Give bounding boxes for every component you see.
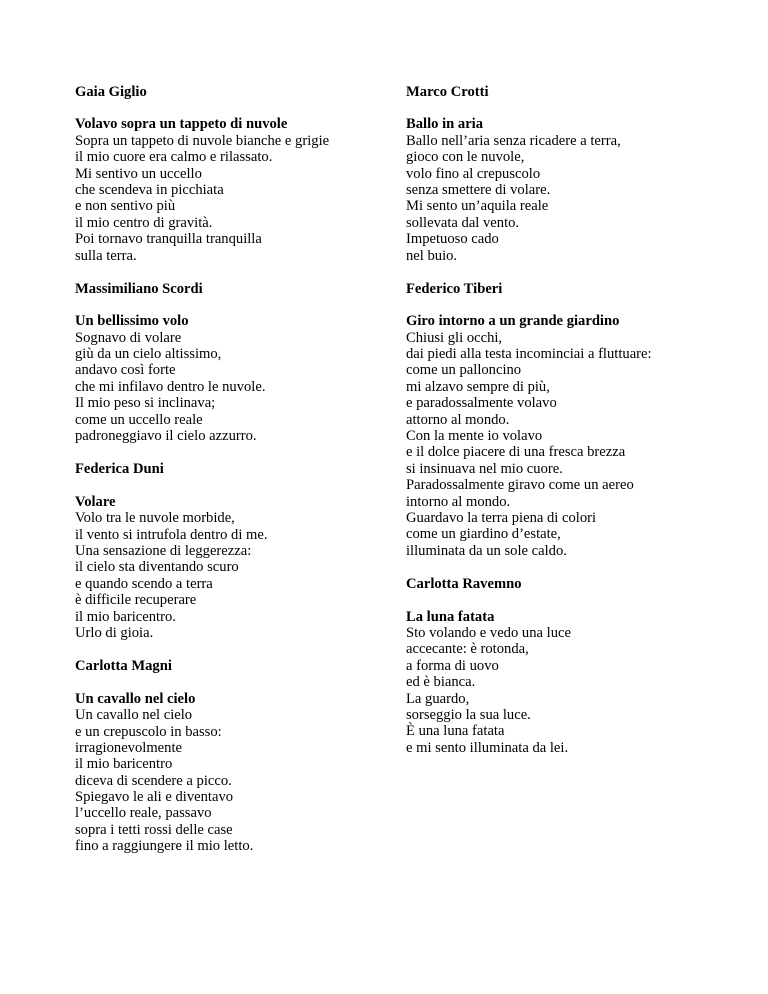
poem-line: È una luna fatata [406,723,505,740]
poem-block [75,281,375,445]
poem-line: il mio baricentro [75,756,173,773]
poem-line: Guardavo la terra piena di colori [406,509,597,526]
poem-line: andavo così forte [75,362,176,379]
poem-line: Una sensazione di leggerezza: [75,542,252,559]
poem-line: Paradossalmente giravo come un aereo [406,477,634,494]
poem-line: Volo tra le nuvole morbide, [75,510,235,527]
poem-line: Ballo nell’aria senza ricadere a terra, [406,132,621,149]
poem-line: attorno al mondo. [406,411,510,428]
poem-line: che mi infilavo dentro le nuvole. [75,378,266,395]
poem-line: Spiegavo le ali e diventavo [75,789,234,806]
poem-line: volo fino al crepuscolo [406,165,541,182]
poem-line: e non sentivo più [75,198,176,215]
poem-author: Massimiliano Scordi [75,280,203,297]
poem-line: e quando scendo a terra [75,575,213,592]
poem-line: padroneggiavo il cielo azzurro. [75,428,257,445]
poem-line: come un uccello reale [75,411,203,428]
poem-line: Mi sentivo un uccello [75,165,202,182]
poem-title: Ballo in aria [406,116,484,133]
poem-line: il vento si intrufola dentro di me. [75,526,268,543]
poem-title: Un cavallo nel cielo [75,690,196,707]
poem-line: come un giardino d’estate, [406,526,561,543]
poem-line: nel buio. [406,247,458,264]
poem-line: come un palloncino [406,362,522,379]
poem-line: sulla terra. [75,247,137,264]
poem-line: Un cavallo nel cielo [75,707,193,724]
poem-line: Sognavo di volare [75,329,182,346]
poem-line: l’uccello reale, passavo [75,805,212,822]
poem-line: a forma di uovo [406,657,499,674]
poem-title: Giro intorno a un grande giardino [406,313,620,330]
poem-block [75,461,375,641]
poem-line: fino a raggiungere il mio letto. [75,838,254,855]
poem-line: e paradossalmente volavo [406,395,557,412]
poem-line: sopra i tetti rossi delle case [75,821,233,838]
poem-line: diceva di scendere a picco. [75,772,232,789]
poem-block [75,658,375,854]
poem-line: Urlo di gioia. [75,624,154,641]
poem-line: che scendeva in picchiata [75,181,224,198]
poem-line: il mio cuore era calmo e rilassato. [75,149,273,166]
poem-line: mi alzavo sempre di più, [406,378,550,395]
poem-line: Con la mente io volavo [406,428,543,445]
poem-line: e un crepuscolo in basso: [75,723,222,740]
poem-line: dai piedi alla testa incominciai a fluttuare: [406,346,652,363]
poem-title: Volavo sopra un tappeto di nuvole [75,116,288,133]
poem-block [406,84,706,264]
poem-line: ed è bianca. [406,674,476,691]
poem-title: La luna fatata [406,608,495,625]
poem-author: Gaia Giglio [75,84,147,100]
poem-author: Federico Tiberi [406,280,503,297]
poem-line: e mi sento illuminata da lei. [406,739,569,756]
poem-author: Carlotta Magni [75,658,172,675]
poem-line: il mio centro di gravità. [75,214,213,231]
left-column [75,84,375,872]
poem-line: sorseggio la sua luce. [406,706,531,723]
poem-line: si insinuava nel mio cuore. [406,460,563,477]
poem-block [406,576,706,756]
poem-line: il cielo sta diventando scuro [75,559,239,576]
poem-line: Sto volando e vedo una luce [406,624,571,641]
poem-line: illuminata da un sole caldo. [406,542,567,559]
poem-line: gioco con le nuvole, [406,149,525,166]
poem-line: Mi sento un’aquila reale [406,198,549,215]
poem-line: il mio baricentro. [75,608,176,625]
poem-author: Marco Crotti [406,84,489,100]
poem-line: Poi tornavo tranquilla tranquilla [75,231,262,248]
poem-line: senza smettere di volare. [406,181,551,198]
poem-title: Un bellissimo volo [75,313,189,330]
poem-line: irragionevolmente [75,739,182,756]
poem-line: Il mio peso si inclinava; [75,395,216,412]
poem-block [75,84,375,264]
poem-line: giù da un cielo altissimo, [75,346,222,363]
poem-author: Carlotta Ravemno [406,576,522,593]
poem-author: Federica Duni [75,461,164,478]
poem-line: accecante: è rotonda, [406,641,529,658]
poem-line: sollevata dal vento. [406,214,520,231]
poem-line: La guardo, [406,690,470,707]
poem-line: e il dolce piacere di una fresca brezza [406,444,626,461]
poem-line: è difficile recuperare [75,592,197,609]
poem-block [406,281,706,559]
poem-line: intorno al mondo. [406,493,511,510]
poem-line: Chiusi gli occhi, [406,329,503,346]
poem-line: Impetuoso cado [406,231,499,248]
poem-title: Volare [75,493,116,510]
right-column [406,84,706,773]
poem-line: Sopra un tappeto di nuvole bianche e grigie [75,132,330,149]
